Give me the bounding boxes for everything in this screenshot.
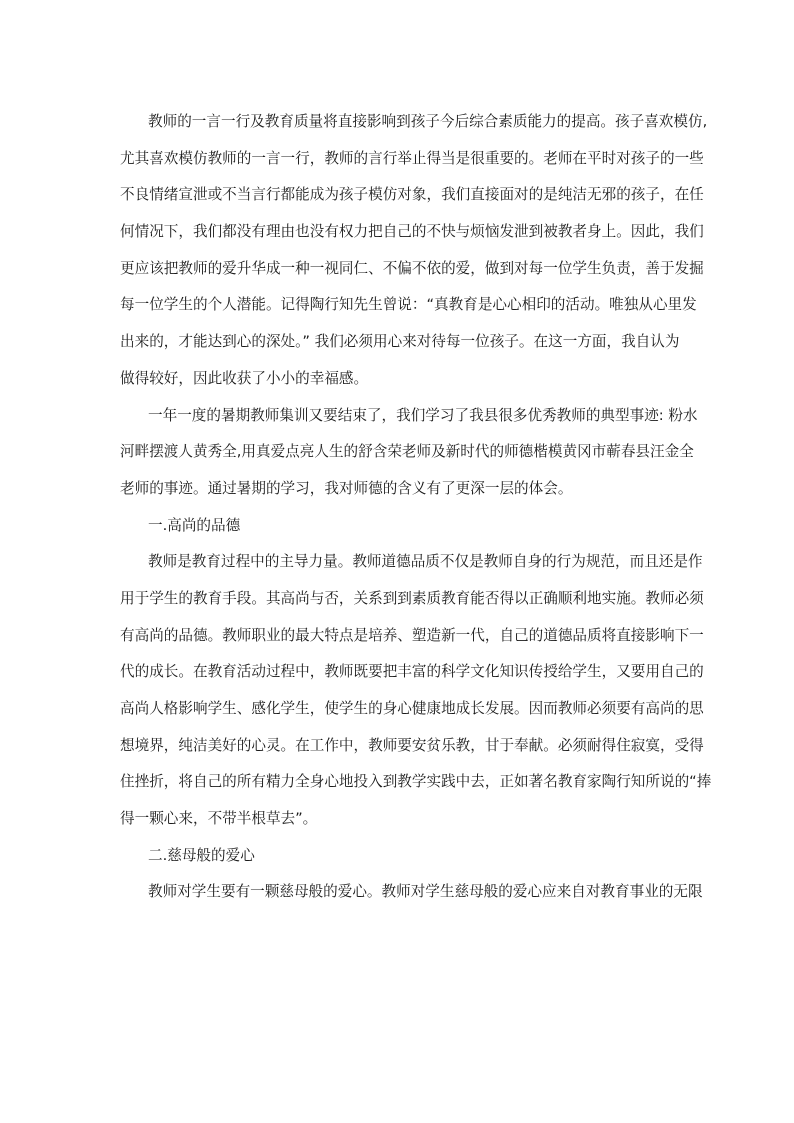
document-body <box>120 104 712 911</box>
section-heading: 一.高尚的品德 <box>148 516 241 534</box>
paragraph-line: 想境界，纯洁美好的心灵。在工作中，教师要安贫乐教，甘于奉献。必须耐得住寂寞，受得 <box>120 736 704 754</box>
section-heading: 二.慈母般的爱心 <box>148 846 255 864</box>
paragraph-line: 老师的事迹。通过暑期的学习，我对师德的含义有了更深一层的体会。 <box>120 479 573 497</box>
paragraph-line: 教师对学生要有一颗慈母般的爱心。教师对学生慈母般的爱心应来自对教育事业的无限 <box>148 883 703 901</box>
paragraph-line: 做得较好，因此收获了小小的幸福感。 <box>120 369 369 387</box>
paragraph-line: 一年一度的暑期教师集训又要结束了，我们学习了我县很多优秀教师的典型事迹: 粉水 <box>148 406 698 424</box>
paragraph-line: 每一位学生的个人潜能。记得陶行知先生曾说：“真教育是心心相印的活动。唯独从心里发 <box>120 296 697 314</box>
paragraph-line: 教师是教育过程中的主导力量。教师道德品质不仅是教师自身的行为规范，而且还是作 <box>148 553 703 571</box>
paragraph-line: 有高尚的品德。教师职业的最大特点是培养、塑造新一代，自己的道德品质将直接影响下一 <box>120 626 704 644</box>
paragraph-line: 不良情绪宣泄或不当言行都能成为孩子模仿对象，我们直接面对的是纯洁无邪的孩子，在任 <box>120 186 704 204</box>
paragraph-line: 出来的，才能达到心的深处。” 我们必须用心来对待每一位孩子。在这一方面，我自认为 <box>120 333 680 351</box>
paragraph-line: 代的成长。在教育活动过程中，教师既要把丰富的科学文化知识传授给学生，又要用自己的 <box>120 663 704 681</box>
paragraph-line: 教师的一言一行及教育质量将直接影响到孩子今后综合素质能力的提高。孩子喜欢模仿, <box>148 113 708 130</box>
paragraph-line: 尤其喜欢模仿教师的一言一行，教师的言行举止得当是很重要的。老师在平时对孩子的一些 <box>120 149 704 167</box>
paragraph-line: 住挫折，将自己的所有精力全身心地投入到教学实践中去，正如著名教育家陶行知所说的“捧 <box>120 773 712 791</box>
paragraph-line: 何情况下，我们都没有理由也没有权力把自己的不快与烦恼发泄到被教者身上。因此，我们 <box>120 223 704 241</box>
paragraph-line: 用于学生的教育手段。其高尚与否，关系到到素质教育能否得以正确顺利地实施。教师必须 <box>120 589 704 607</box>
paragraph-line: 高尚人格影响学生、感化学生，使学生的身心健康地成长发展。因而教师必须要有高尚的思 <box>120 700 704 717</box>
paragraph-line: 得一颗心来，不带半根草去”。 <box>120 810 318 828</box>
paragraph-line: 更应该把教师的爱升华成一种一视同仁、不偏不依的爱，做到对每一位学生负责，善于发掘 <box>120 259 704 277</box>
paragraph-line: 河畔摆渡人黄秀全,用真爱点亮人生的舒含荣老师及新时代的师德楷模黄冈市蕲春县汪金全 <box>120 443 694 461</box>
